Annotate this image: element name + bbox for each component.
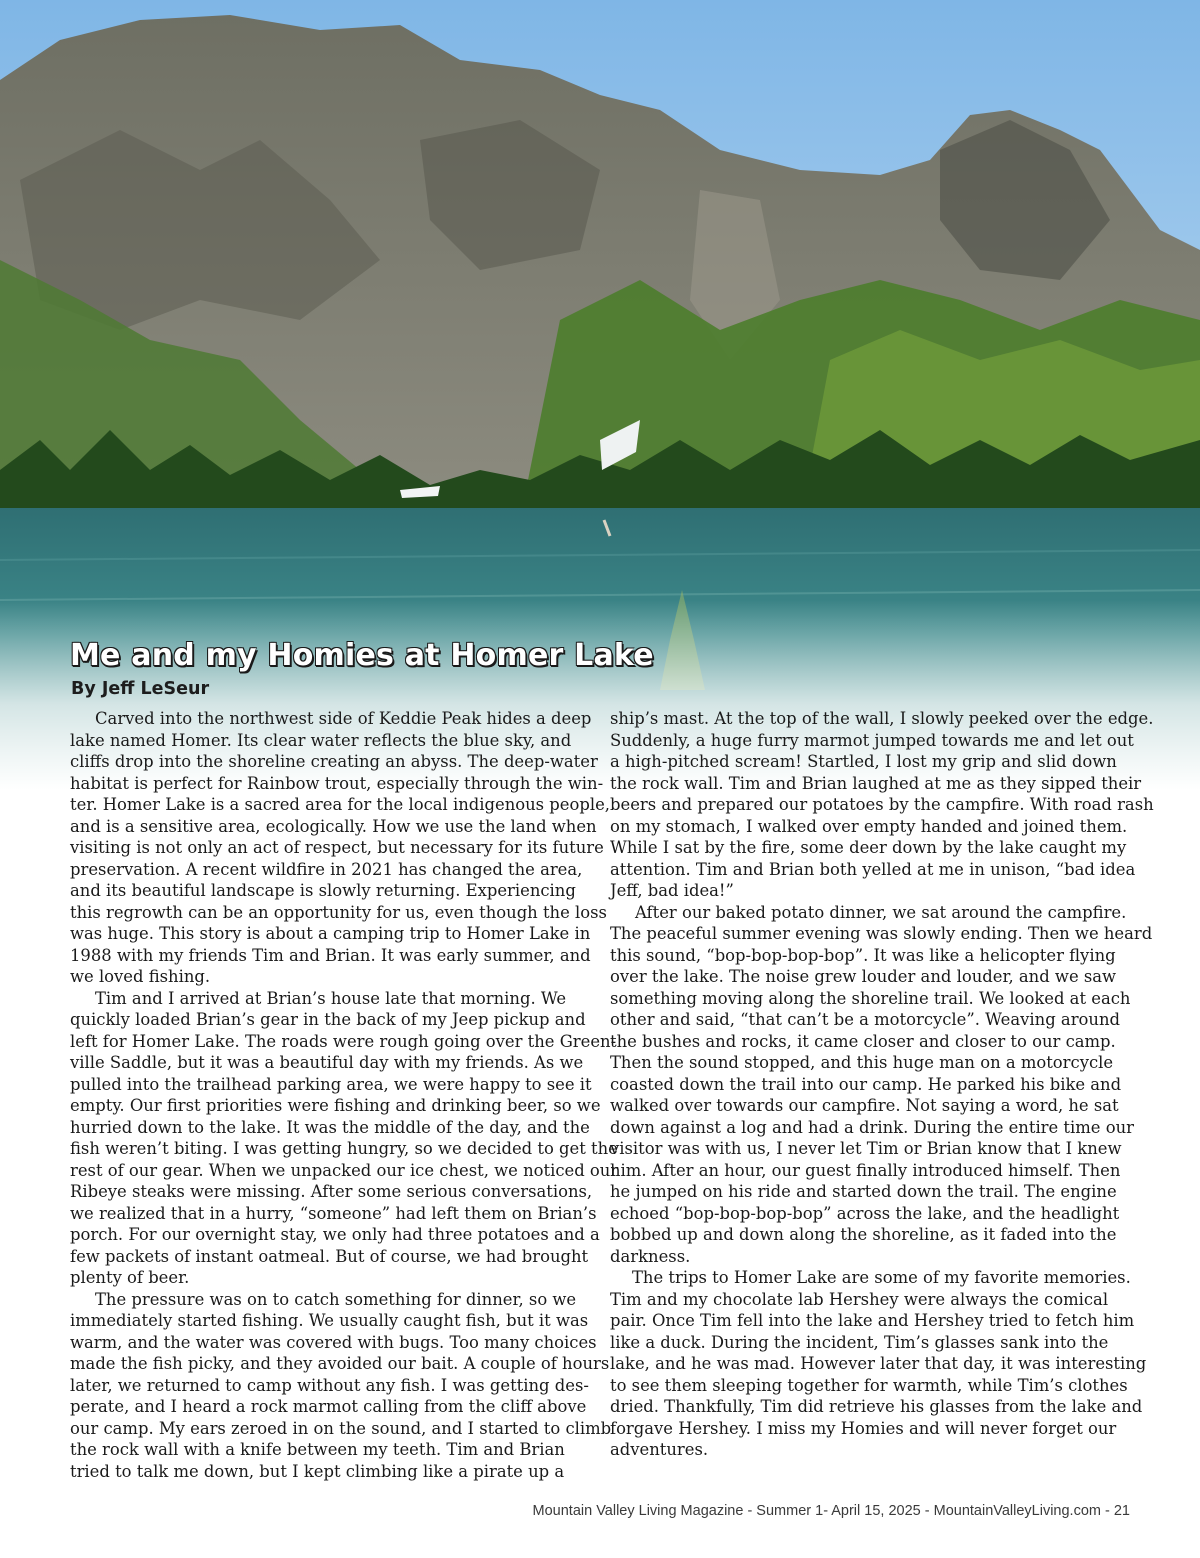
text-line: Jeff, bad idea!” (610, 881, 734, 900)
text-line: our camp. My ears zeroed in on the sound, and I started to climb (70, 1418, 612, 1438)
text-line: immediately started fishing. We usually caught fish, but it was (70, 1311, 589, 1330)
text-line: beers and prepared our potatoes by the campfire. With road rash (610, 795, 1154, 814)
text-line: down against a log and had a drink. During the entire time our (610, 1117, 1134, 1137)
text-line: walked over towards our campfire. Not saying a word, he sat (610, 1096, 1119, 1115)
text-line: this sound, “bop-bop-bop-bop”. It was like a helicopter flying (610, 945, 1116, 965)
text-line: bobbed up and down along the shoreline, as it faded into the (610, 1225, 1117, 1244)
text-line: empty. Our first priorities were fishing and drinking beer, so we (70, 1096, 601, 1115)
text-line: this regrowth can be an opportunity for us, even though the loss (70, 902, 607, 922)
text-line: him. After an hour, our guest finally introduced himself. Then (610, 1160, 1121, 1180)
text-line: left for Homer Lake. The roads were rough going over the Green- (70, 1031, 617, 1051)
text-line: later, we returned to camp without any fish. I was getting des- (70, 1375, 589, 1395)
text-line: the rock wall. Tim and Brian laughed at me as they sipped their (610, 773, 1142, 793)
article-title: Me and my Homies at Homer Lake (70, 638, 654, 673)
text-line: attention. Tim and Brian both yelled at me in unison, “bad idea (610, 859, 1136, 879)
text-line: The trips to Homer Lake are some of my favorite memories. (632, 1268, 1131, 1287)
text-line: dried. Thankfully, Tim did retrieve his glasses from the lake and (610, 1397, 1143, 1416)
article-column-left (70, 708, 619, 1482)
text-line: made the fish picky, and they avoided our bait. A couple of hours (70, 1354, 610, 1373)
page-footer: Mountain Valley Living Magazine - Summer 1- April 15, 2025 - MountainValleyLiving.com - 21 (532, 1503, 1130, 1519)
text-line: warm, and the water was covered with bugs. Too many choices (70, 1332, 597, 1352)
text-line: tried to talk me down, but I kept climbing like a pirate up a (70, 1461, 565, 1481)
text-line: echoed “bop-bop-bop-bop” across the lake, and the headlight (610, 1203, 1120, 1223)
text-line: he jumped on his ride and started down the trail. The engine (610, 1182, 1117, 1201)
text-line: ter. Homer Lake is a sacred area for the local indigenous people, (70, 795, 611, 814)
text-line: Suddenly, a huge furry marmot jumped towards me and let out (610, 730, 1134, 750)
text-line: preservation. A recent wildfire in 2021 has changed the area, (70, 859, 583, 879)
text-line: rest of our gear. When we unpacked our ice chest, we noticed our (70, 1160, 619, 1180)
text-line: darkness. (610, 1246, 691, 1266)
text-line: ship’s mast. At the top of the wall, I slowly peeked over the edge. (610, 709, 1154, 728)
article-column-right (610, 708, 1154, 1461)
text-line: other and said, “that can’t be a motorcycle”. Weaving around (610, 1010, 1120, 1029)
text-line: we loved fishing. (70, 967, 211, 986)
text-line: and its beautiful landscape is slowly returning. Experiencing (70, 881, 576, 900)
text-line: coasted down the trail into our camp. He parked his bike and (610, 1074, 1122, 1094)
text-line: 1988 with my friends Tim and Brian. It was early summer, and (70, 945, 591, 965)
text-line: perate, and I heard a rock marmot calling from the cliff above (70, 1397, 587, 1416)
text-line: cliffs drop into the shoreline creating an abyss. The deep-water (70, 752, 598, 771)
text-line: Then the sound stopped, and this huge man on a motorcycle (610, 1053, 1114, 1072)
text-line: adventures. (610, 1440, 709, 1459)
text-line: porch. For our overnight stay, we only had three potatoes and a (70, 1225, 600, 1244)
text-line: While I sat by the fire, some deer down by the lake caught my (610, 838, 1127, 857)
text-line: like a duck. During the incident, Tim’s glasses sank into the (610, 1332, 1109, 1352)
text-line: fish weren’t biting. I was getting hungry, so we decided to get the (70, 1139, 618, 1158)
text-line: visitor was with us, I never let Tim or Brian know that I knew (610, 1139, 1122, 1158)
text-line: over the lake. The noise grew louder and louder, and we saw (610, 967, 1117, 986)
text-line: pulled into the trailhead parking area, we were happy to see it (70, 1074, 592, 1094)
text-line: few packets of instant oatmeal. But of course, we had brought (70, 1246, 589, 1266)
text-line: The pressure was on to catch something for dinner, so we (95, 1289, 577, 1309)
text-line: hurried down to the lake. It was the middle of the day, and the (70, 1117, 590, 1137)
text-line: the bushes and rocks, it came closer and closer to our camp. (610, 1031, 1116, 1051)
text-line: Carved into the northwest side of Keddie Peak hides a deep (95, 709, 592, 728)
text-line: habitat is perfect for Rainbow trout, especially through the win- (70, 773, 604, 793)
text-line: pair. Once Tim fell into the lake and Hershey tried to fetch him (610, 1311, 1135, 1330)
text-line: we realized that in a hurry, “someone” had left them on Brian’s (70, 1203, 597, 1223)
text-line: forgave Hershey. I miss my Homies and will never forget our (610, 1418, 1117, 1438)
text-line: visiting is not only an act of respect, but necessary for its future (70, 838, 604, 857)
text-line: to see them sleeping together for warmth, while Tim’s clothes (610, 1375, 1128, 1395)
text-line: After our baked potato dinner, we sat around the campfire. (635, 902, 1127, 922)
text-line: the rock wall with a knife between my teeth. Tim and Brian (70, 1440, 565, 1459)
text-line: was huge. This story is about a camping trip to Homer Lake in (70, 924, 591, 943)
text-line: Tim and my chocolate lab Hershey were always the comical (610, 1289, 1109, 1309)
text-line: Tim and I arrived at Brian’s house late that morning. We (95, 988, 567, 1008)
text-line: lake named Homer. Its clear water reflects the blue sky, and (70, 730, 572, 750)
text-line: plenty of beer. (70, 1268, 190, 1287)
text-line: The peaceful summer evening was slowly ending. Then we heard (610, 924, 1153, 943)
text-line: Ribeye steaks were missing. After some serious conversations, (70, 1182, 593, 1201)
text-line: and is a sensitive area, ecologically. How we use the land when (70, 816, 597, 836)
text-line: lake, and he was mad. However later that day, it was interesting (610, 1354, 1147, 1373)
text-line: something moving along the shoreline trail. We looked at each (610, 988, 1131, 1008)
text-line: on my stomach, I walked over empty handed and joined them. (610, 816, 1128, 836)
text-line: ville Saddle, but it was a beautiful day with my friends. As we (70, 1053, 584, 1072)
article-byline: By Jeff LeSeur (71, 679, 210, 699)
text-line: a high-pitched scream! Startled, I lost my grip and slid down (610, 752, 1117, 771)
text-line: quickly loaded Brian’s gear in the back of my Jeep pickup and (70, 1010, 586, 1029)
